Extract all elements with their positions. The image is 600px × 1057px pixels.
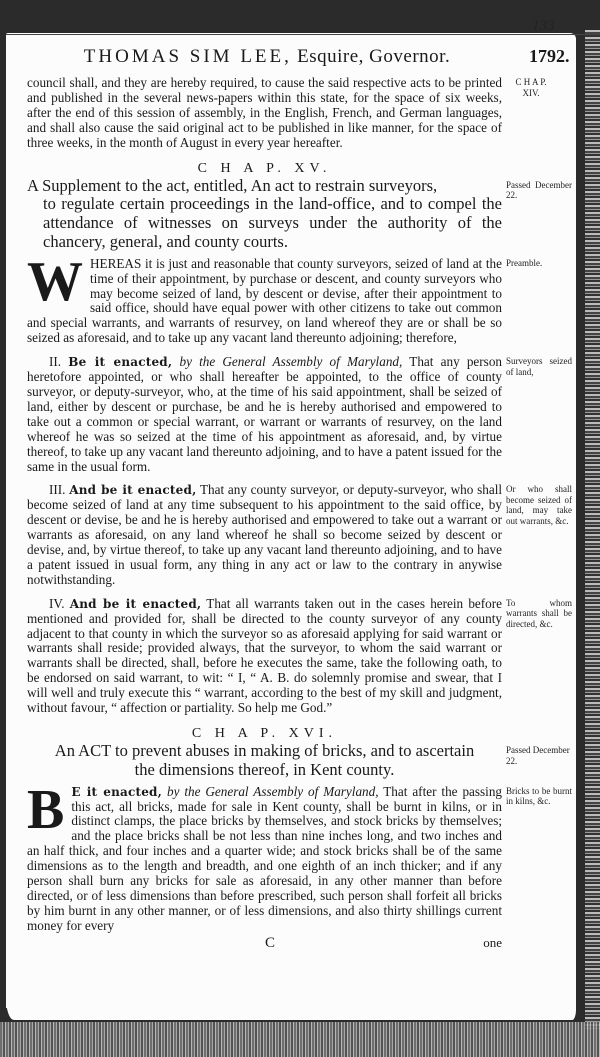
page-footline [27,935,502,952]
running-head [57,46,477,68]
running-head-year: 1792. [529,46,570,66]
chap15-heading: C H A P. XV. [197,160,332,176]
chap16-text: That after the passing this act, all bricks, made for sale in Kent county, shall be burnt in kilns, or in distinct clamps, the place bricks by themselves, and stock bricks by themselves; and the place bricks shall be not less than nine inches long, and two inches and an half thick, and four inches and a quarter wide; and stock bricks shall be of the same dimensions as to the length and breadth, and one eighth of an inch thicker; and if any person shall burn any bricks for sale as aforesaid, in any other manner than before directed, or of less dimensions than before prescribed, such person shall forfeit all bricks by him burnt in any other manner, or of less dimensions, and also thirty shillings current money for every [27,783,503,933]
page-header [27,46,572,70]
handwritten-folio-number: 133 [532,18,555,34]
chap16-authority: by the General Assembly of Maryland, [166,783,379,799]
book-edge [585,30,600,1030]
chap16-title [27,741,570,780]
section-3 [27,482,572,587]
section-2-number: II. [49,354,62,370]
running-head-title: Esquire, Governor. [297,46,451,67]
drop-cap-b: B [27,778,65,841]
chap15-title-first: A Supplement to the act, entitled, An act to restrain surveyors, [27,175,438,195]
section-4-margin-note: To whom warrants shall be directed, &c. [506,597,572,629]
scan-bottom-edge [0,1022,600,1057]
chap14-text: council shall, and they are hereby required, to cause the said respective acts to be printed and published in the several news-papers within this state, for the space of six weeks, after the end of this session of assembly, in the English, French, and German languages, and shall also cause the said original act to be published in like manner, for the space of three weeks, in the month of August in every year hereafter. [27,75,502,150]
chap15-preamble [27,250,543,346]
section-3-margin-note: Or who shall become seized of land, may take out warrants, &c. [506,484,572,526]
section-3-enacting: And be it enacted, [69,483,197,498]
chap15-title-rest: to regulate certain proceedings in the land-office, and to compel the attendance of witnesses on surveys under the authority of the chancery, general, and county courts. [43,194,502,251]
section-3-text: That any county surveyor, or deputy-surveyor, who shall become seized of land at any time subsequent to his appointment to the said office, by descent or devise, be and he is hereby authorised and empowered to take out a warrant or warrants as aforesaid, on any land whereof he shall so become seized by descent or devise, and, by virtue thereof, to take up any vacant land thereunto adjoining, and to have a patent issued in usual form, any thing in any act or law to the contrary in anywise notwithstanding. [27,482,503,587]
section-4-number: IV. [49,595,65,611]
catchword: one [483,934,502,950]
section-2-text: That any person heretofore appointed, or who shall hereafter be appointed, to the office of county surveyor, or deputy-surveyor, who, at the time of his said appointment, shall be seized of land, either by descent or purchase, be and he is hereby authorised and empowered to take out a common or special warrant, or warrant or warrants of resurvey, on the land whereof he was so seized at the time of his appointment as aforesaid, and, by virtue thereof, to take up any vacant land thereunto adjoining, and to have a patent issued for the same in the usual form. [27,354,503,474]
preamble-text: HEREAS it is just and reasonable that county surveyors, seized of land at the time of their appointment, by purchase or descent, and county surveyors who may become seized of land, by descent or devise, after their appointment to said office, should have equal power with other citizens to take out common and special warrants, and warrants of resurvey, on land whereof they are or shall be so seized as aforesaid, and to take up any vacant land thereunto adjoining; therefore, [27,255,502,346]
chap14-continuation [27,75,547,151]
signature-mark: C [265,934,276,951]
chap16-margin-note: Bricks to be burnt in kilns, &c. [506,785,572,807]
section-4 [27,595,572,716]
section-3-number: III. [49,482,66,498]
text-column [27,75,572,952]
page-curve [6,995,576,1020]
chap16-passed-note: Passed December 22. [506,745,570,766]
running-head-name: THOMAS SIM LEE, [83,46,292,67]
chap15-title [27,175,572,252]
section-2-margin-note: Surveyors seized of land, [506,356,572,377]
chap16-enacting: E it enacted, [71,784,163,799]
section-2-authority: by the General Assembly of Maryland, [179,354,403,370]
chap14-margin-note: C H A P. XIV. [515,77,547,98]
section-4-text: That all warrants taken out in the cases herein before mentioned and provided for, shall be directed to the county surveyor of any county adjacent to that county in which the surveyor so as aforesaid applying for said warrant or warrants shall reside; provided always, that the surveyor, to whom the said warrant or warrants shall be directed, shall, before he executes the same, take the following oath, to be endorsed on said warrant, to wit: “ I, “ A. B. do solemnly promise and swear, that I will well and truly execute this “ warrant, according to the best of my skill and judgment, without favour, “ affection or partiality. So help me God.” [27,595,503,716]
chap16-section-1 [27,778,572,934]
chap16-title-rest: the dimensions thereof, in Kent county. [134,759,395,779]
header-rule [6,34,600,35]
chap15-passed-note: Passed December 22. [506,179,572,201]
section-2 [27,354,572,474]
preamble-margin-note: Preamble. [506,257,543,268]
chap16-title-first: An ACT to prevent abuses in making of bricks, and to ascertain [54,741,475,760]
section-2-enacting: Be it enacted, [68,355,173,370]
section-4-enacting: And be it enacted, [69,596,202,611]
chap16-heading: C H A P. XVI. [191,726,338,741]
drop-cap-w: W [27,250,83,313]
